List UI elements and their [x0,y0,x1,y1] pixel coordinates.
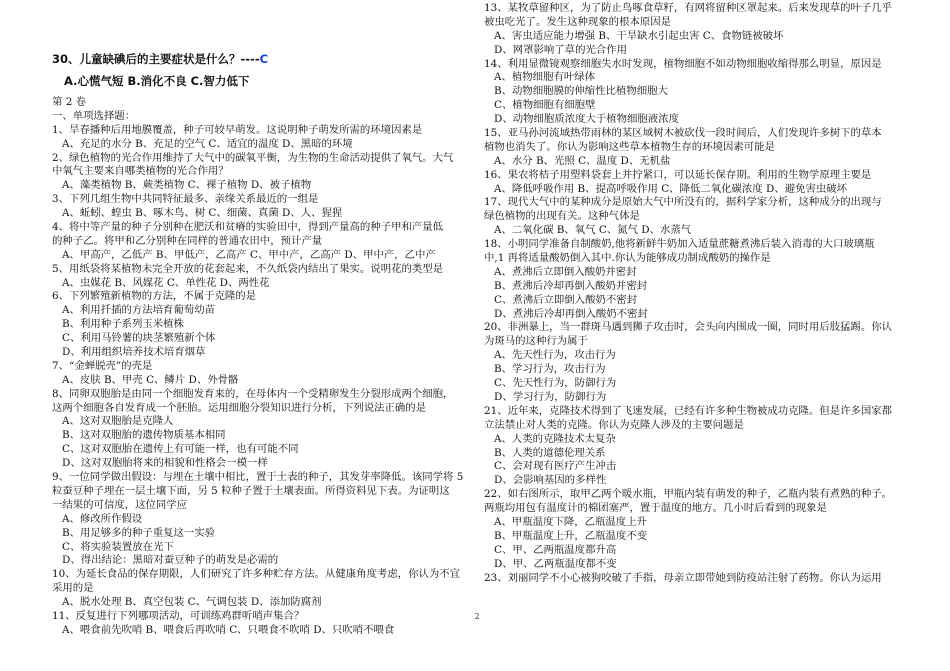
question-line: 植物也消失了。你认为影响这些草本植物生存的环境因素可能是 [484,140,775,153]
question-line: 20、非洲暴上，当一群斑马遇到狮子攻击时，会头向内围成一圈，同时用后肢猛踢。你认 [484,321,893,334]
featured-question-text: 30、儿童缺碘后的主要症状是什么？---- [52,52,260,66]
question-line: 粒蚕豆种子埋在一层土壤下面，另 5 粒种子置于土壤表面。所得资料见下表。为证明这 [52,484,450,497]
question-line: 一结果的可信度，这位同学应 [52,498,188,511]
option-line: B、甲瓶温度上升，乙瓶温度不变 [494,529,648,542]
option-line: A、植物细胞有叶绿体 [494,71,596,84]
option-line: A、煮沸后立即倒入酸奶并密封 [494,265,637,278]
option-line: A、利用扦插的方法培育葡萄幼苗 [62,304,215,317]
option-line: C、这对双胞胎在遗传上有可能一样，也有可能不同 [62,443,299,456]
question-line: 为斑马的这种行为属于 [484,335,588,348]
option-line: B、煮沸后冷却再倒入酸奶并密封 [494,279,648,292]
option-line: B、学习行为，攻击行为 [494,363,606,376]
option-line: C、会对现有医疗产生冲击 [494,460,617,473]
option-line: D、甲、乙两瓶温度都不变 [494,557,617,570]
question-line: 中,1 再将适量酸奶倒入其中.你认为能够成功制成酸奶的操作是 [484,252,771,265]
section-heading: 一、单项选择题： [52,109,136,122]
option-line: A、甲高产，乙低产 B、甲低产，乙高产 C、甲中产，乙高产 D、甲中产，乙中产 [62,248,436,261]
option-line: A、充足的水分 B、充足的空气 C、适宜的温度 D、黑暗的环境 [62,137,353,150]
option-line: D、这对双胞胎将来的相貌和性格会一模一样 [62,457,268,470]
option-line: C、甲、乙两瓶温度都升高 [494,543,617,556]
option-line: A、水分 B、光照 C、温度 D、无机盐 [494,154,671,167]
option-line: A、这对双胞胎是克隆人 [62,415,174,428]
question-line: 14、利用显微镜观察细胞失水时发现，植物细胞不如动物细胞收缩得那么明显，原因是 [484,57,882,70]
option-line: A、修改所作假设 [62,512,143,525]
right-column [484,2,904,585]
question-line: 这两个细胞各自发育成一个胚胎。运用细胞分裂知识进行分析，下列说法正确的是 [52,401,427,414]
option-line: A、藻类植物 B、蕨类植物 C、裸子植物 D、被子植物 [62,179,312,192]
question-line: 4、将中等产量的种子分别种在肥沃和贫瘠的实验田中，得到产量高的种子甲和产量低 [52,221,444,234]
option-line: C、先天性行为，防御行为 [494,377,617,390]
question-line: 8、同卵双胞胎是由同一个细胞发育来的，在母体内一个受精卵发生分裂形成两个细胞， [52,387,454,400]
question-line: 9、一位同学做出假设：与埋在土壤中相比，置于土表的种子，其发芽率降低。该同学将 5 [52,471,464,484]
question-line: 绿色植物的出现有关。这种气体是 [484,210,640,223]
featured-question [52,50,472,68]
option-line: A、先天性行为，攻击行为 [494,349,616,362]
option-line: D、学习行为，防御行为 [494,390,607,403]
section-title: 第 2 卷 [52,96,86,108]
option-line: A、人类的克隆技术太复杂 [494,432,616,445]
question-line: 17、现代大气中的某种成分是原始大气中所没有的，据科学家分析，这种成分的出现与 [484,196,882,209]
left-column [52,50,472,638]
option-line: A、皮肤 B、甲壳 C、鳞片 D、外骨骼 [62,373,239,386]
option-line: B、动物细胞膜的伸缩性比植物细胞大 [494,85,668,98]
option-line: A、甲瓶温度下降，乙瓶温度上升 [494,515,647,528]
question-line: 3、下列几组生物中共同特征最多、亲缘关系最近的一组是 [52,193,319,206]
option-line: A、蚯蚓、蝗虫 B、啄木鸟、树 C、细菌、真菌 D、人、猩猩 [62,207,343,220]
option-line: D、会影响基因的多样性 [494,474,607,487]
option-line: A、二氧化碳 B、氧气 C、氮气 D、水蒸气 [494,224,692,237]
option-line: D、动物细胞质浓度大于植物细胞液浓度 [494,113,679,126]
question-line: 15、亚马孙河流域热带雨林的某区域树木被砍伐一段时间后，人们发现许多树下的草本 [484,127,882,140]
option-line: D、煮沸后冷却再倒入酸奶不密封 [494,307,648,320]
question-line: 10、为延长食品的保存期限，人们研究了许多种贮存方法。从健康角度考虑，你认为不宜 [52,568,461,581]
option-line: C、将实验装置放在光下 [62,540,174,553]
option-line: C、煮沸后立即倒入酸奶不密封 [494,293,638,306]
question-line: 两瓶均用包有温度计的棉团塞严，置于温度的地方。几小时后看到的现象是 [484,502,827,515]
option-line: A、喂食前先吹哨 B、喂食后再吹哨 C、只喂食不吹哨 D、只吹哨不喂食 [62,623,395,636]
option-line: A、降低呼吸作用 B、提高呼吸作用 C、降低二氧化碳浓度 D、避免害虫破坏 [494,182,848,195]
question-line: 采用的是 [52,582,94,595]
option-line: B、人类的道德伦理关系 [494,446,606,459]
option-line: A、虫媒花 B、风媒花 C、单性花 D、两性花 [62,276,270,289]
option-line: B、利用种子系列玉米植株 [62,318,184,331]
question-line: 16、果农将桔子用塑料袋套上并拧紧口，可以延长保存期。利用的生物学原理主要是 [484,168,872,181]
question-line: 1、旱春播种后用地膜覆盖，种子可较早萌发。这说明种子萌发所需的环境因素是 [52,123,423,136]
featured-options: A.心慌气短 B.消化不良 C.智力低下 [64,74,250,88]
question-line: 5、用纸袋将某植物未完全开放的花套起来，不久纸袋内结出了果实。说明花的类型是 [52,262,444,275]
option-line: A、脱水处理 B、真空包装 C、气调包装 D、添加防腐剂 [62,596,322,609]
page-number: 2 [474,612,480,621]
option-line: D、利用组织培养技术培育烟草 [62,346,206,359]
option-line: C、植物细胞有细胞壁 [494,99,596,112]
question-line: 7、“金蝉脱壳”的壳是 [52,359,153,372]
option-line: B、这对双胞胎的遗传物质基本相同 [62,429,226,442]
question-line: 13、某牧草留种区，为了防止鸟啄食草籽，有网将留种区罩起来。后来发现草的叶子几乎 [484,2,893,14]
option-line: C、利用马铃薯的块茎繁殖新个体 [62,332,216,345]
option-line: A、害虫适应能力增强 B、干旱缺水引起虫害 C、食物链被破坏 [494,29,784,42]
question-line: 2、绿色植物的光合作用维持了大气中的碳氧平衡，为生物的生命活动提供了氧气。大气 [52,151,454,164]
question-line: 被虫吃光了。发生这种现象的根本原因是 [484,15,672,28]
question-line: 22、如右图所示，取甲乙两个暖水瓶，甲瓶内装有萌发的种子，乙瓶内装有煮熟的种子。 [484,488,893,501]
option-line: D、网罩影响了草的光合作用 [494,43,628,56]
question-line: 中氧气主要来自哪类植物的光合作用？ [52,165,229,178]
question-line: 23、刘丽同学不小心被狗咬破了手指，母亲立即带她到防疫站注射了药物。你认为运用 [484,571,882,584]
option-line: B、用足够多的种子重复这一实验 [62,526,216,539]
featured-answer: C [259,52,269,66]
option-line: D、得出结论：黑暗对蚕豆种子的萌发是必需的 [62,554,279,567]
question-line: 6、下列繁殖新植物的方法，不属于克隆的是 [52,290,257,303]
question-line: 11、反复进行下列哪项活动，可训练鸡群听哨声集合？ [52,609,305,622]
question-line: 的种子乙。将甲和乙分别种在同样的普通农田中，预计产量 [52,234,323,247]
question-line: 21、近年来，克隆技术得到了飞速发展，已经有许多种生物被成功克隆。但是许多国家都 [484,404,893,417]
question-line: 18、小明同学准备自制酸奶,他将新鲜牛奶加入适量蔗糖煮沸后装入消毒的大口玻璃瓶 [484,238,875,251]
question-line: 立法禁止对人类的克隆。你认为克隆人涉及的主要问题是 [484,418,744,431]
